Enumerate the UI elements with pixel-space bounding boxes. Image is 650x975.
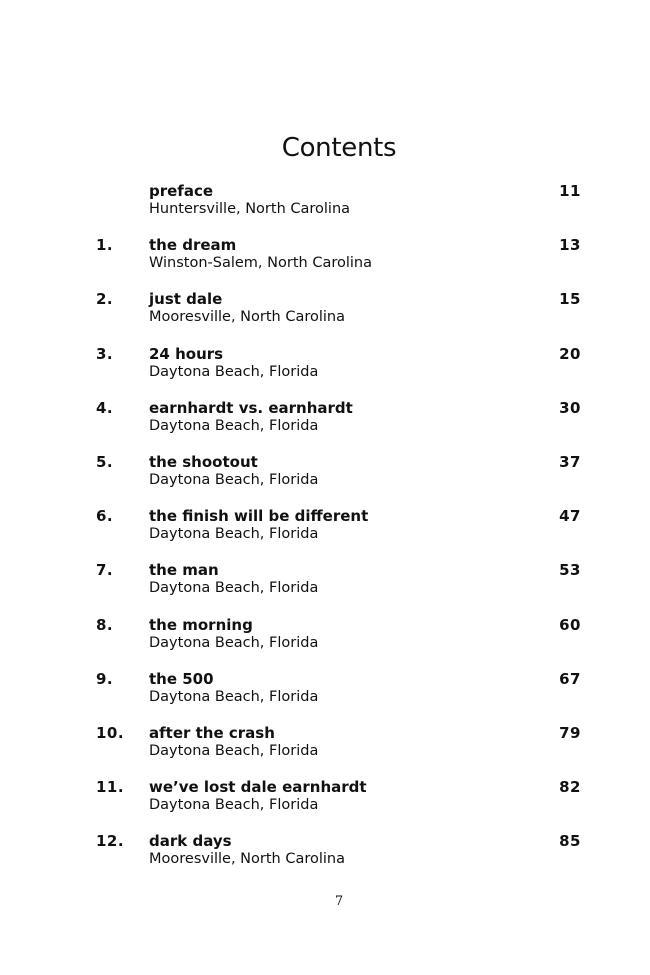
folio-page-number: 7: [334, 894, 344, 909]
page-number: 53: [559, 561, 581, 580]
page-number: 67: [559, 669, 581, 688]
page-number: 60: [559, 615, 581, 634]
chapter-title: after the crash: [149, 723, 275, 742]
page-number: 47: [559, 507, 581, 526]
chapter-number: 1.: [96, 236, 114, 255]
chapter-location: Daytona Beach, Florida: [149, 742, 319, 759]
page-number: 37: [559, 452, 581, 471]
chapter-location: Mooresville, North Carolina: [149, 309, 345, 326]
chapter-title: preface: [149, 182, 214, 200]
chapter-title: the finish will be different: [149, 507, 369, 526]
chapter-location: Daytona Beach, Florida: [149, 417, 319, 434]
chapter-location: Huntersville, North Carolina: [149, 201, 351, 217]
chapter-number: 9.: [96, 669, 114, 688]
toc-entry: [0, 724, 650, 778]
toc-entry: [0, 778, 650, 832]
chapter-location: Mooresville, North Carolina: [149, 851, 345, 868]
toc-entry: [0, 670, 650, 724]
chapter-number: 7.: [96, 561, 114, 580]
chapter-location: Winston-Salem, North Carolina: [149, 255, 372, 272]
chapter-title: the 500: [149, 669, 214, 688]
chapter-title: earnhardt vs. earnhardt: [149, 398, 353, 417]
chapter-number: 5.: [96, 452, 114, 471]
chapter-location: Daytona Beach, Florida: [149, 471, 319, 488]
chapter-number: 8.: [96, 615, 114, 634]
toc-entry: [0, 507, 650, 561]
page-number: 85: [559, 832, 581, 851]
page-number: 82: [559, 778, 581, 797]
toc-entry: [0, 345, 650, 399]
chapter-number: 11.: [96, 778, 125, 797]
page-number: 20: [559, 344, 581, 363]
chapter-number: 10.: [96, 723, 125, 742]
chapter-title: the morning: [149, 615, 253, 634]
toc-entry: [0, 236, 650, 290]
chapter-title: the shootout: [149, 452, 258, 471]
chapter-number: 12.: [96, 832, 125, 851]
chapter-location: Daytona Beach, Florida: [149, 688, 319, 705]
toc-entry: [0, 453, 650, 507]
page-number: 79: [559, 723, 581, 742]
page-number: 15: [559, 290, 581, 309]
chapter-location: Daytona Beach, Florida: [149, 363, 319, 380]
chapter-title: 24 hours: [149, 344, 224, 363]
chapter-title: dark days: [149, 832, 232, 851]
toc-entry: [0, 290, 650, 344]
chapter-location: Daytona Beach, Florida: [149, 797, 319, 814]
chapter-number: 2.: [96, 290, 114, 309]
chapter-title: the dream: [149, 236, 237, 255]
toc-entry: [0, 399, 650, 453]
chapter-title: just dale: [149, 290, 223, 309]
chapter-title: the man: [149, 561, 219, 580]
chapter-location: Daytona Beach, Florida: [149, 634, 319, 651]
chapter-number: 4.: [96, 398, 114, 417]
toc-entry: [0, 832, 650, 886]
chapter-title: we’ve lost dale earnhardt: [149, 778, 367, 797]
table-of-contents: [0, 182, 650, 886]
page-number: 30: [559, 398, 581, 417]
page-number: 11: [559, 182, 581, 200]
page-number: 13: [559, 236, 581, 255]
chapter-number: 3.: [96, 344, 114, 363]
chapter-location: Daytona Beach, Florida: [149, 580, 319, 597]
chapter-location: Daytona Beach, Florida: [149, 526, 319, 543]
toc-entry: [0, 182, 650, 236]
page-title: Contents: [281, 133, 397, 163]
chapter-number: 6.: [96, 507, 114, 526]
toc-entry: [0, 561, 650, 615]
toc-entry: [0, 616, 650, 670]
